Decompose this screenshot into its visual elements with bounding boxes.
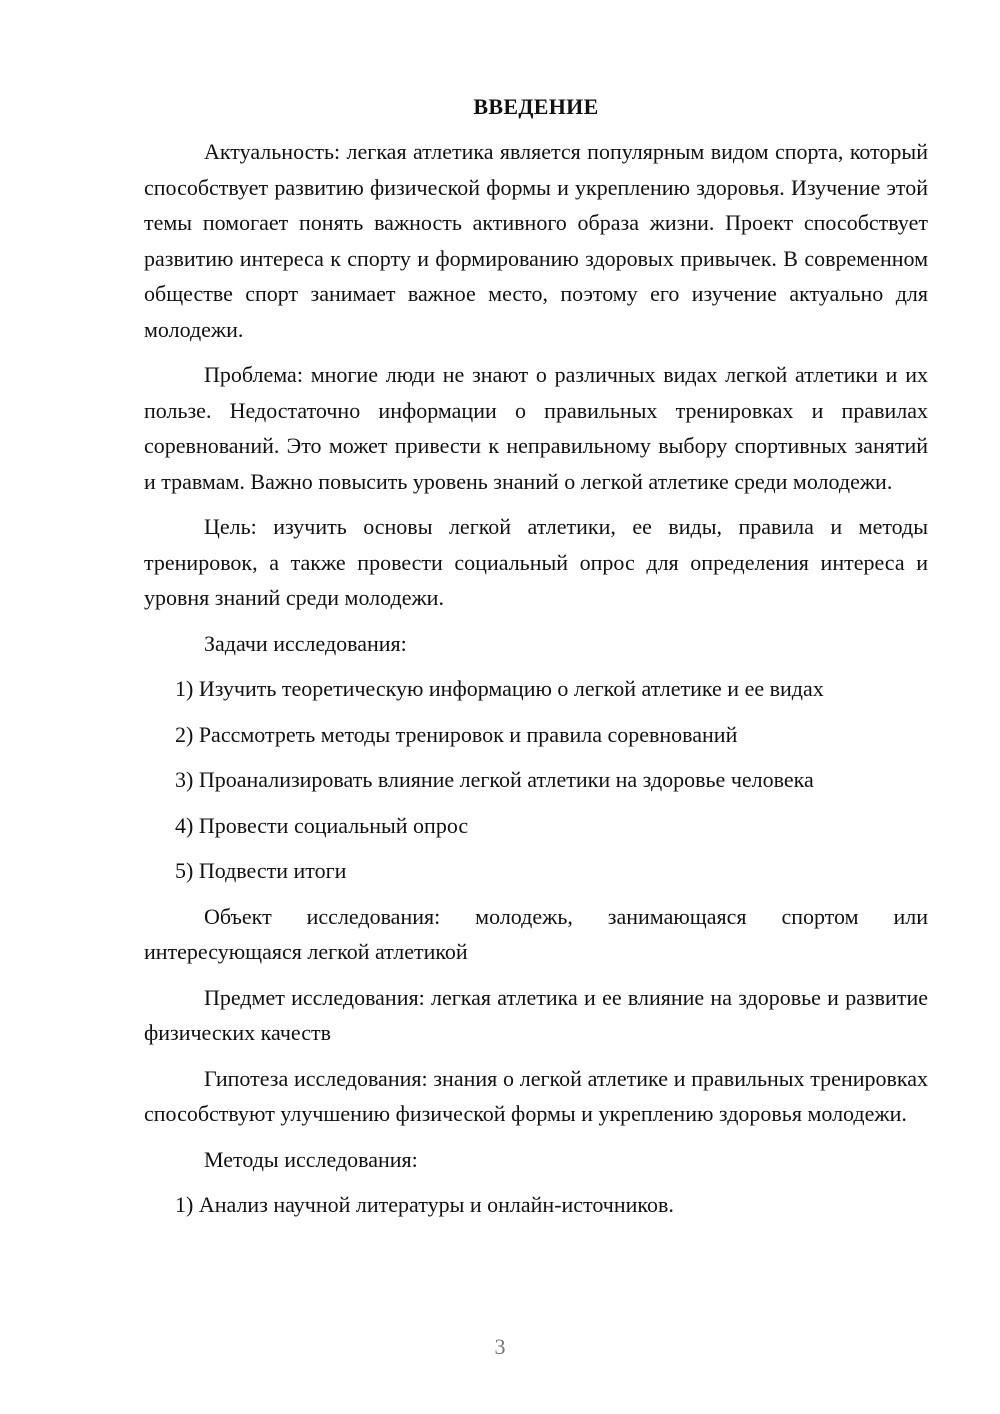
methods-list	[144, 1187, 928, 1223]
list-item: 5) Подвести итоги	[175, 858, 347, 883]
list-item: 3) Проанализировать влияние легкой атлетики на здоровье человека	[175, 767, 814, 792]
list-item: 2) Рассмотреть методы тренировок и правила соревнований	[175, 721, 738, 747]
list-item: 4) Провести социальный опрос	[175, 812, 469, 838]
tasks-heading: Задачи исследования:	[204, 630, 407, 656]
hypothesis-paragraph: Гипотеза исследования: знания о легкой атлетике и правильных тренировках способствуют улучшению физической формы и укреплению здоровья молодежи.	[144, 1065, 928, 1126]
goal-paragraph: Цель: изучить основы легкой атлетики, ее виды, правила и методы тренировок, а также провести социальный опрос для определения интереса и уровня знаний среди молодежи.	[144, 514, 928, 610]
subject-paragraph: Предмет исследования: легкая атлетика и ее влияние на здоровье и развитие физических качеств	[144, 984, 928, 1045]
section-title: ВВЕДЕНИЕ	[473, 94, 599, 119]
methods-heading: Методы исследования:	[204, 1146, 418, 1172]
document-page	[144, 92, 928, 1233]
problem-paragraph: Проблема: многие люди не знают о различных видах легкой атлетики и их пользе. Недостаточно информации о правильных тренировках и правилах соревнований. Это может привести к неправильному выбору спортивных занятий и травмам. Важно повысить уровень знаний о легкой атлетике среди молодежи.	[144, 362, 928, 494]
list-item: 1) Анализ научной литературы и онлайн-источников.	[175, 1192, 674, 1217]
relevance-paragraph: Актуальность: легкая атлетика является популярным видом спорта, который способствует развитию физической формы и укреплению здоровья. Изучение этой темы помогает понять важность активного образа жизни. Проект способствует развитию интереса к спорту и формированию здоровых привычек. В современном обществе спорт занимает важное место, поэтому его изучение актуально для молодежи.	[144, 139, 928, 342]
object-paragraph: Объект исследования: молодежь, занимающаяся спортом или интересующаяся легкой атлетикой	[144, 903, 928, 964]
list-item: 1) Изучить теоретическую информацию о легкой атлетике и ее видах	[175, 676, 824, 701]
page-number: 3	[494, 1334, 506, 1359]
tasks-list	[144, 671, 928, 889]
